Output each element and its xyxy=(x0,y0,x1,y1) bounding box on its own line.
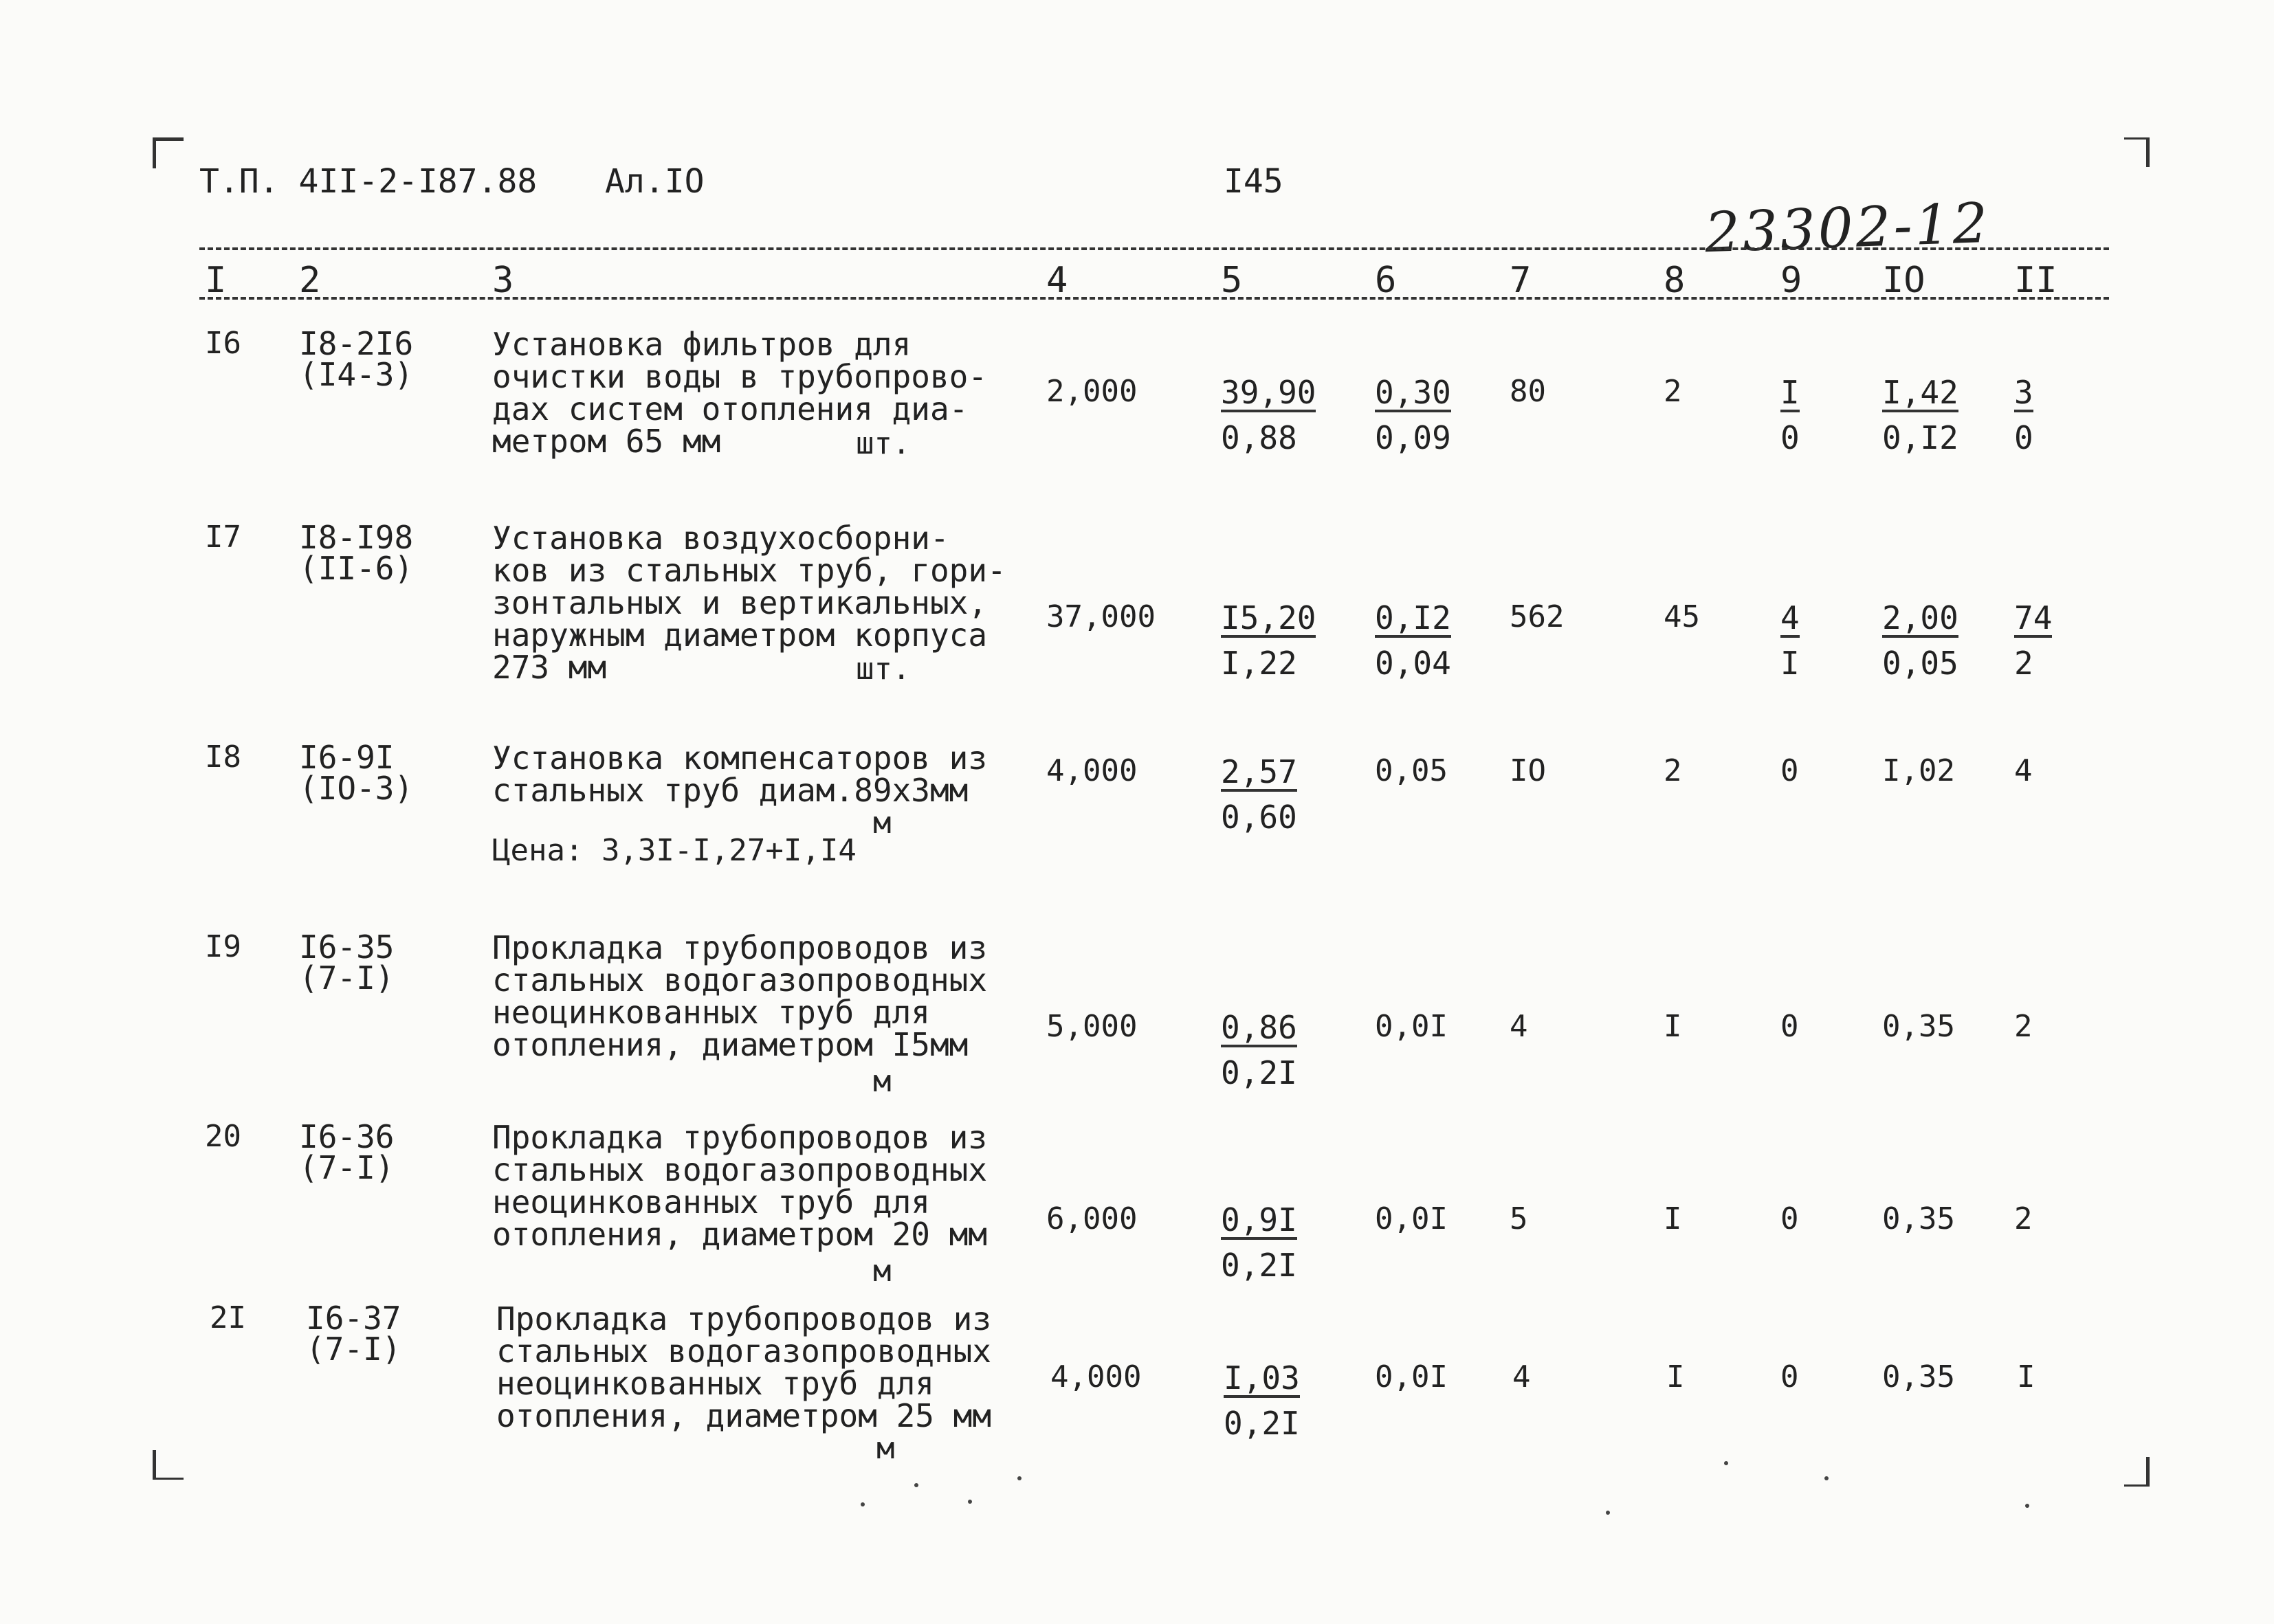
col6-top: 0,30 xyxy=(1375,374,1451,411)
page-number: I45 xyxy=(1224,162,1283,201)
rate-code: I8-I98 (II-6) xyxy=(299,519,414,587)
col9-value: 0 xyxy=(1780,1201,1799,1236)
scan-speck xyxy=(1724,1461,1728,1465)
cost-fraction xyxy=(1221,1009,1297,1091)
work-description: Установка воздухосборни- ков из стальных труб, гори- зонтальных и вертикальных, наружным диаметром корпуса 273 мм xyxy=(492,520,1006,686)
cost-bottom: 0,2I xyxy=(1224,1405,1300,1442)
cost-top: I,03 xyxy=(1224,1359,1300,1397)
work-description: Прокладка трубопроводов из стальных водогазопроводных неоцинкованных труб для отопления, диаметром 25 мм xyxy=(496,1300,992,1434)
corner-mark-bottom-right xyxy=(2124,1457,2150,1487)
rate-code: I6-9I (IO-3) xyxy=(299,739,414,807)
cost-bottom: 0,2I xyxy=(1221,1054,1297,1091)
col6-value: 0,0I xyxy=(1375,1009,1448,1044)
col8-value: 45 xyxy=(1664,599,1700,634)
row-number: I7 xyxy=(205,520,241,555)
col7-value: 562 xyxy=(1510,599,1565,634)
col11-value: I xyxy=(2017,1359,2035,1394)
column-header-3: 3 xyxy=(492,260,514,301)
cost-top: 39,90 xyxy=(1221,374,1316,411)
row-number: I8 xyxy=(205,739,241,775)
col6-fraction xyxy=(1375,374,1451,456)
column-header-1: I xyxy=(205,260,227,301)
col6-value: 0,05 xyxy=(1375,753,1448,788)
col7-value: 5 xyxy=(1510,1201,1528,1236)
col9-top: 4 xyxy=(1780,599,1800,636)
col9-value: 0 xyxy=(1780,1359,1799,1394)
scan-speck xyxy=(1824,1476,1829,1480)
cost-fraction xyxy=(1221,1201,1297,1284)
col10-value: 0,35 xyxy=(1882,1359,1955,1394)
quantity: 37,000 xyxy=(1046,599,1156,634)
cost-bottom: I,22 xyxy=(1221,645,1297,682)
col11-fraction xyxy=(2014,599,2053,682)
quantity: 6,000 xyxy=(1046,1201,1138,1236)
header-rule-top xyxy=(199,247,2109,250)
cost-bottom: 0,60 xyxy=(1221,799,1297,836)
cost-bottom: 0,2I xyxy=(1221,1247,1297,1284)
col9-bottom: I xyxy=(1780,645,1800,682)
cost-top: I5,20 xyxy=(1221,599,1316,636)
unit: шт. xyxy=(856,426,911,461)
col10-value: I,02 xyxy=(1882,753,1955,788)
work-description: Установка компенсаторов из стальных труб диам.89x3мм xyxy=(492,739,988,809)
quantity: 2,000 xyxy=(1046,374,1138,409)
column-header-7: 7 xyxy=(1510,260,1532,301)
col9-fraction xyxy=(1780,599,1800,682)
col7-value: 80 xyxy=(1510,374,1546,409)
cost-fraction xyxy=(1221,374,1316,456)
col11-top: 74 xyxy=(2014,599,2053,636)
column-header-9: 9 xyxy=(1780,260,1802,301)
col8-value: I xyxy=(1664,1009,1682,1044)
quantity: 4,000 xyxy=(1046,753,1138,788)
col8-value: 2 xyxy=(1664,753,1682,788)
col7-value: 4 xyxy=(1512,1359,1531,1394)
work-description: Прокладка трубопроводов из стальных водогазопроводных неоцинкованных труб для отопления, диаметром 20 мм xyxy=(492,1119,988,1253)
handwritten-number: 23302-12 xyxy=(1703,190,1991,265)
scan-speck xyxy=(1606,1511,1610,1515)
document-code: Т.П. 4II-2-I87.88 xyxy=(199,162,538,201)
corner-mark-top-right xyxy=(2124,137,2150,167)
col11-value: 2 xyxy=(2014,1201,2033,1236)
rate-code: I6-36 (7-I) xyxy=(299,1118,395,1186)
scan-speck xyxy=(914,1483,918,1487)
row-number: 20 xyxy=(205,1119,241,1154)
column-header-5: 5 xyxy=(1221,260,1243,301)
quantity: 4,000 xyxy=(1050,1359,1142,1394)
col10-fraction xyxy=(1882,599,1958,682)
row-number: I6 xyxy=(205,326,241,361)
unit: м xyxy=(876,1431,895,1466)
col8-value: 2 xyxy=(1664,374,1682,409)
col6-value: 0,0I xyxy=(1375,1201,1448,1236)
col8-value: I xyxy=(1666,1359,1685,1394)
rate-code: I8-2I6 (I4-3) xyxy=(299,325,414,393)
cost-fraction xyxy=(1224,1359,1300,1442)
column-header-10: IO xyxy=(1882,260,1925,301)
column-header-2: 2 xyxy=(299,260,321,301)
col10-value: 0,35 xyxy=(1882,1009,1955,1044)
header-rule-bottom xyxy=(199,297,2109,300)
scan-speck xyxy=(968,1500,972,1504)
col11-bottom: 0 xyxy=(2014,419,2033,456)
col9-bottom: 0 xyxy=(1780,419,1800,456)
cost-top: 2,57 xyxy=(1221,753,1297,790)
unit: м xyxy=(873,805,892,841)
col10-top: I,42 xyxy=(1882,374,1958,411)
cost-fraction xyxy=(1221,599,1316,682)
col10-bottom: 0,05 xyxy=(1882,645,1958,682)
col6-bottom: 0,04 xyxy=(1375,645,1451,682)
col7-value: 4 xyxy=(1510,1009,1528,1044)
rate-code: I6-35 (7-I) xyxy=(299,928,395,997)
col10-value: 0,35 xyxy=(1882,1201,1955,1236)
row-number: I9 xyxy=(205,929,241,964)
col11-value: 2 xyxy=(2014,1009,2033,1044)
cost-fraction xyxy=(1221,753,1297,836)
col9-fraction xyxy=(1780,374,1800,456)
col10-bottom: 0,I2 xyxy=(1882,419,1958,456)
col10-fraction xyxy=(1882,374,1958,456)
work-description: Установка фильтров для очистки воды в трубопрово- дах систем отопления диа- метром 65 мм xyxy=(492,326,988,460)
unit: шт. xyxy=(856,652,911,687)
col11-bottom: 2 xyxy=(2014,645,2033,682)
col7-value: IO xyxy=(1510,753,1546,788)
scan-speck xyxy=(861,1502,865,1506)
scan-speck xyxy=(2025,1504,2029,1508)
col6-fraction xyxy=(1375,599,1451,682)
unit: м xyxy=(873,1254,892,1289)
col11-top: 3 xyxy=(2014,374,2033,411)
col9-top: I xyxy=(1780,374,1800,411)
col11-value: 4 xyxy=(2014,753,2033,788)
col8-value: I xyxy=(1664,1201,1682,1236)
col9-value: 0 xyxy=(1780,1009,1799,1044)
unit: м xyxy=(873,1064,892,1099)
col11-fraction xyxy=(2014,374,2033,456)
cost-top: 0,9I xyxy=(1221,1201,1297,1238)
rate-code: I6-37 (7-I) xyxy=(306,1300,401,1368)
row-number: 2I xyxy=(210,1300,246,1335)
col6-top: 0,I2 xyxy=(1375,599,1451,636)
cost-bottom: 0,88 xyxy=(1221,419,1297,456)
column-header-4: 4 xyxy=(1046,260,1068,301)
cost-top: 0,86 xyxy=(1221,1009,1297,1046)
work-description: Прокладка трубопроводов из стальных водогазопроводных неоцинкованных труб для отопления, диаметром I5мм xyxy=(492,929,988,1063)
col6-bottom: 0,09 xyxy=(1375,419,1451,456)
corner-mark-top-left xyxy=(153,137,184,168)
column-header-6: 6 xyxy=(1375,260,1397,301)
price-formula: Цена: 3,3I-I,27+I,I4 xyxy=(492,833,857,868)
column-header-8: 8 xyxy=(1664,260,1686,301)
col9-value: 0 xyxy=(1780,753,1799,788)
col6-value: 0,0I xyxy=(1375,1359,1448,1394)
scan-speck xyxy=(1017,1476,1022,1480)
quantity: 5,000 xyxy=(1046,1009,1138,1044)
col10-top: 2,00 xyxy=(1882,599,1958,636)
corner-mark-bottom-left xyxy=(153,1450,184,1480)
sheet-label: Ал.IO xyxy=(605,162,705,201)
column-header-11: II xyxy=(2014,260,2057,301)
